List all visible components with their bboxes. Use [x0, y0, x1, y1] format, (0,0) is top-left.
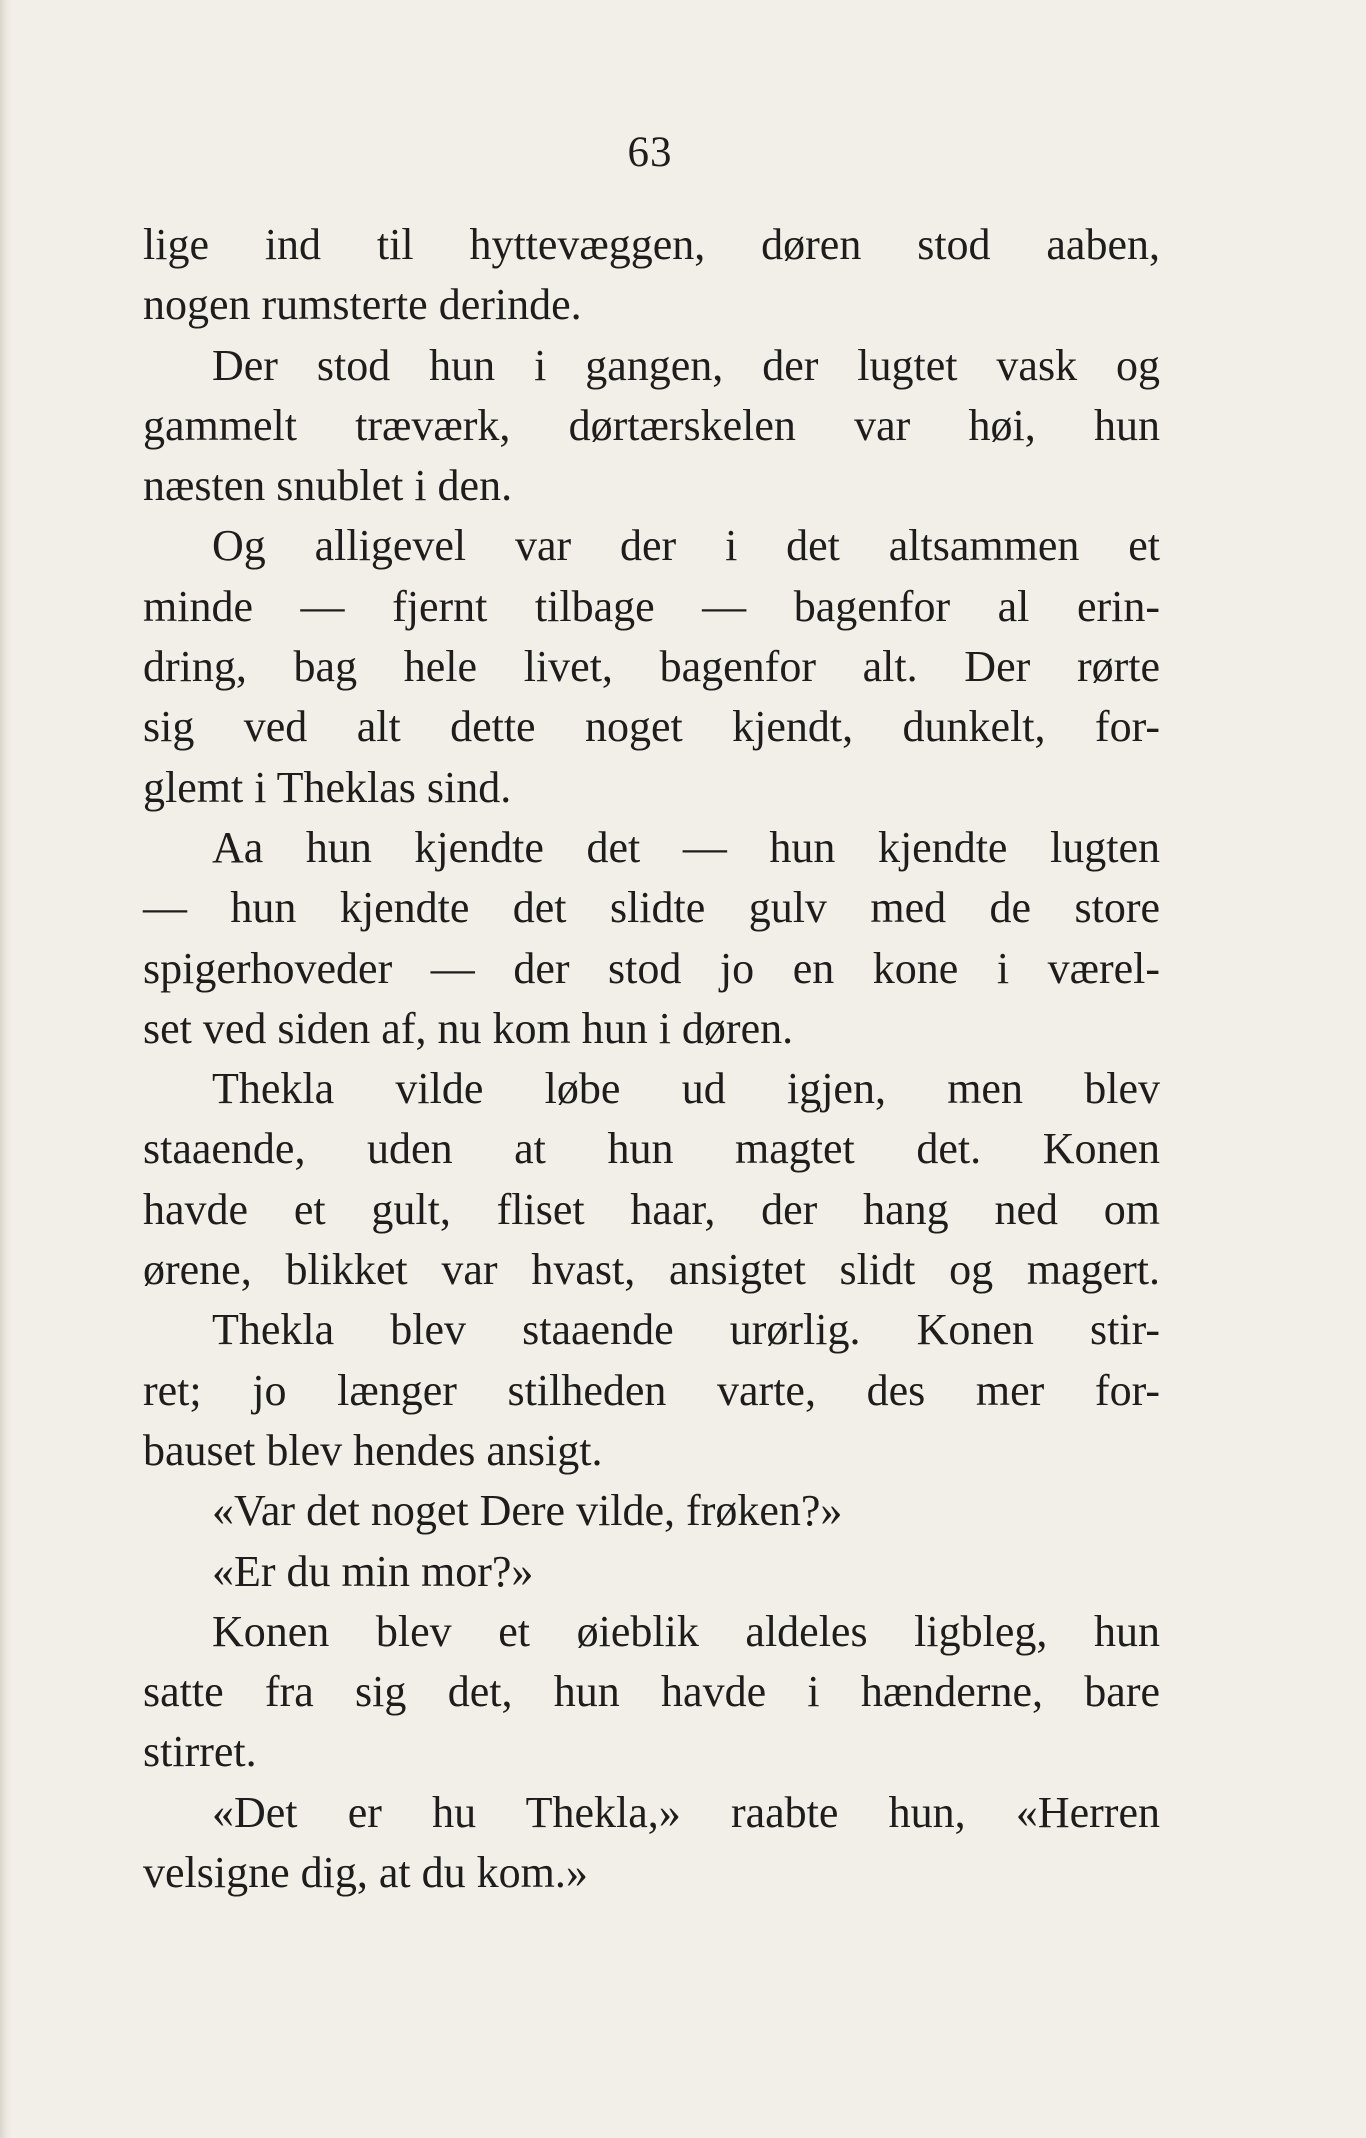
text-line: sig ved alt dette noget kjendt, dunkelt, for-	[143, 702, 1160, 752]
text-line: «Det er hu Thekla,» raabte hun, «Herren	[212, 1787, 1160, 1837]
text-line: «Er du min mor?»	[212, 1546, 534, 1596]
text-line: lige ind til hyttevæggen, døren stod aaben,	[143, 220, 1160, 269]
text-line: stirret.	[143, 1727, 257, 1777]
text-line: set ved siden af, nu kom hun i døren.	[143, 1003, 794, 1053]
text-line: spigerhoveder — der stod jo en kone i værel-	[143, 943, 1160, 993]
text-line: «Var det noget Dere vilde, frøken?»	[212, 1486, 843, 1536]
text-line: ret; jo længer stilheden varte, des mer for-	[143, 1365, 1160, 1415]
text-line: satte fra sig det, hun havde i hænderne, bare	[143, 1667, 1160, 1717]
text-line: Der stod hun i gangen, der lugtet vask og	[212, 340, 1160, 390]
text-line: glemt i Theklas sind.	[143, 762, 512, 812]
text-line: Thekla vilde løbe ud igjen, men blev	[212, 1064, 1160, 1114]
text-line: velsigne dig, at du kom.»	[143, 1848, 588, 1898]
text-line: Aa hun kjendte det — hun kjendte lugten	[212, 822, 1160, 872]
page-number: 63	[627, 129, 673, 176]
page-edge-shadow	[0, 0, 12, 2138]
body-text	[143, 215, 1160, 1903]
text-line: ørene, blikket var hvast, ansigtet slidt og magert.	[143, 1245, 1160, 1295]
text-line: minde — fjernt tilbage — bagenfor al erin-	[143, 581, 1160, 631]
text-line: — hun kjendte det slidte gulv med de store	[143, 883, 1160, 933]
text-line: dring, bag hele livet, bagenfor alt. Der rørte	[143, 642, 1160, 692]
text-line: havde et gult, fliset haar, der hang ned om	[143, 1184, 1160, 1234]
text-line: Konen blev et øieblik aldeles ligbleg, hun	[212, 1606, 1160, 1656]
text-line: gammelt træværk, dørtærskelen var høi, hun	[143, 400, 1160, 450]
text-line: bauset blev hendes ansigt.	[143, 1425, 603, 1475]
text-line: nogen rumsterte derinde.	[143, 280, 582, 330]
text-line: næsten snublet i den.	[143, 461, 513, 511]
text-line: Thekla blev staaende urørlig. Konen stir-	[212, 1305, 1160, 1355]
text-line: staaende, uden at hun magtet det. Konen	[143, 1124, 1160, 1174]
text-line: Og alligevel var der i det altsammen et	[212, 521, 1160, 571]
